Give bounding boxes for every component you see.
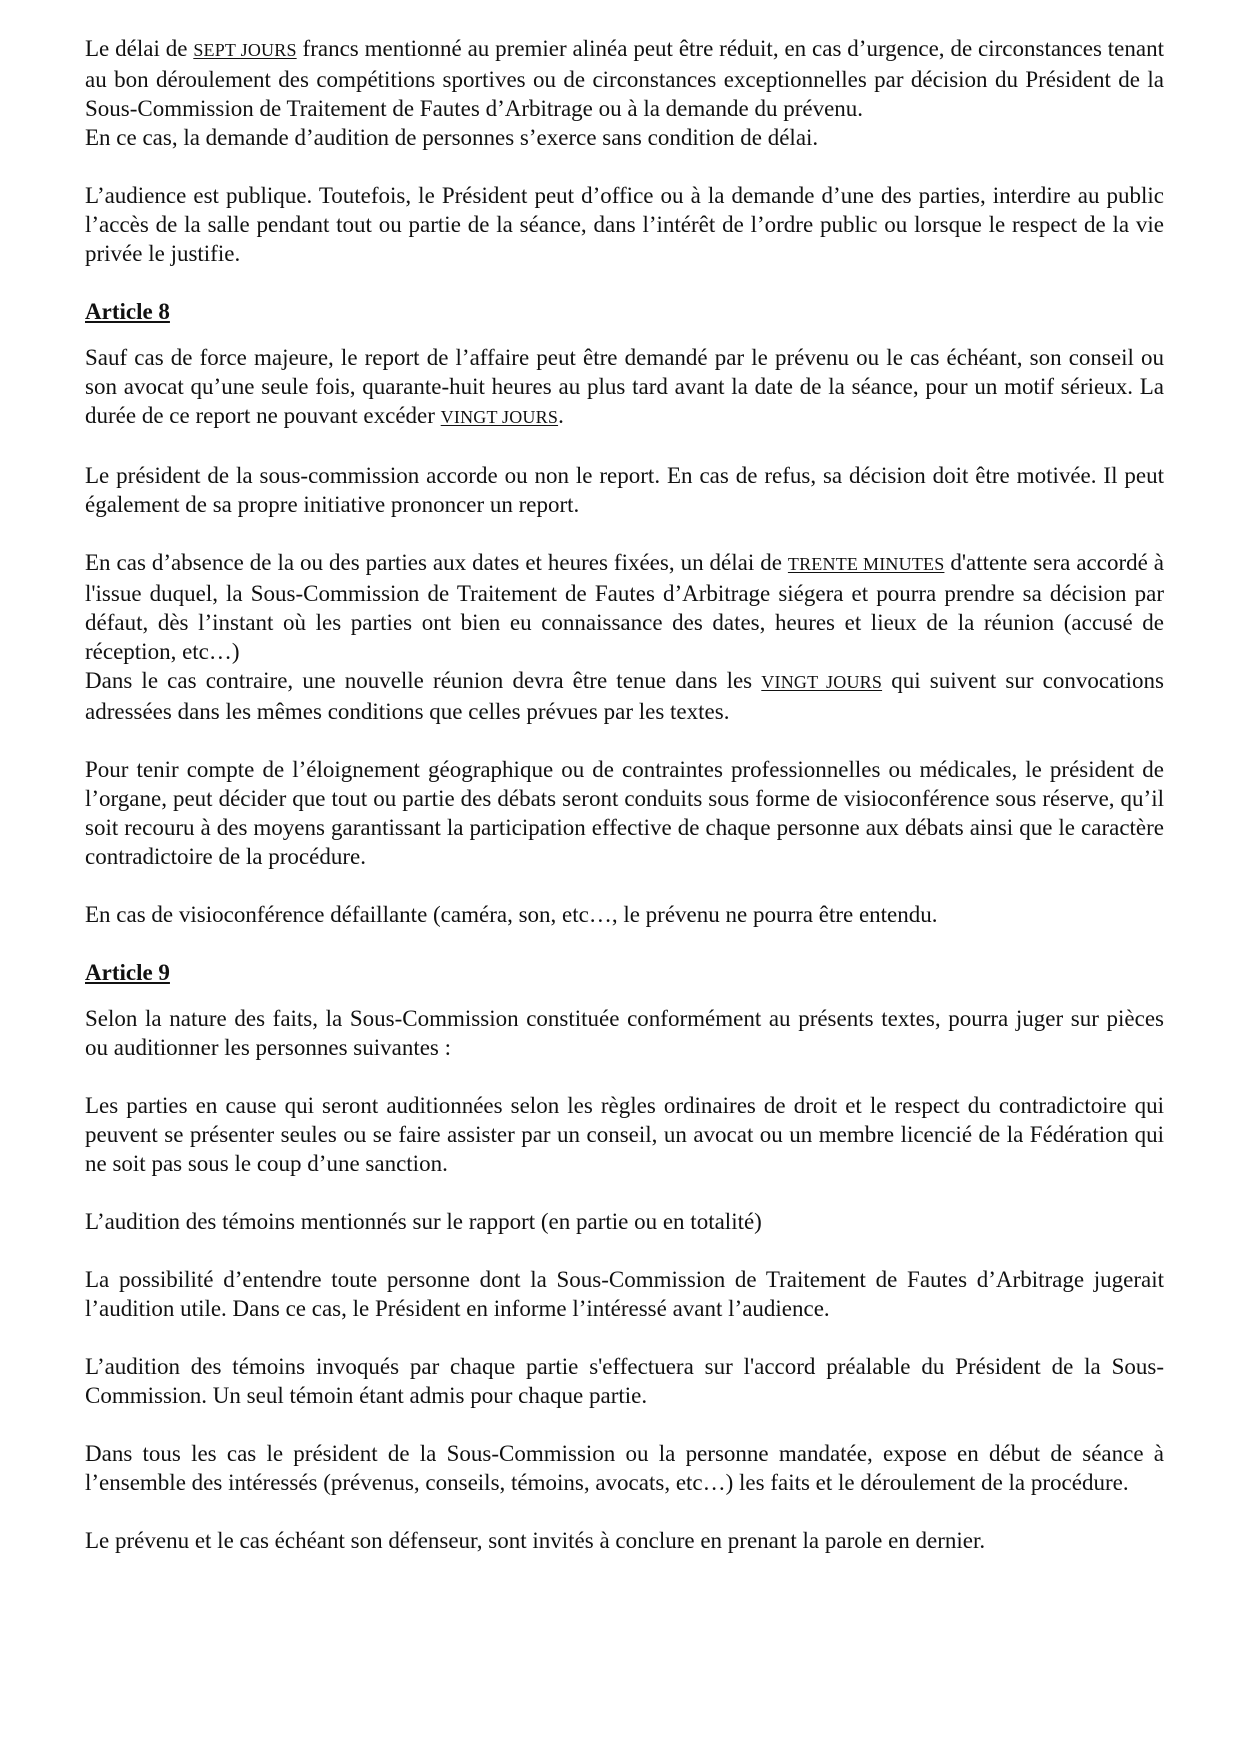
article-8-paragraph-visioconference: Pour tenir compte de l’éloignement géographique ou de contraintes professionnelles ou médicales, le président de l’organe, peut décider que tout ou partie des débats seront conduits sous forme de visioconférence sous réserve, qu’il soit recouru à des moyens garantissant la participation effective de chaque personne aux débats ainsi que le caractère contradictoire de la procédure. (85, 757, 1164, 869)
paragraph-delai-followup: En ce cas, la demande d’audition de personnes s’exerce sans condition de délai. (85, 125, 819, 150)
article-9-paragraph-conclure: Le prévenu et le cas échéant son défenseur, sont invités à conclure en prenant la parole en dernier. (85, 1528, 986, 1553)
article-9-paragraph-nature: Selon la nature des faits, la Sous-Commission constituée conformément au présents textes, pourra juger sur pièces ou auditionner les personnes suivantes : (85, 1006, 1164, 1060)
article-8-absence-main: En cas d’absence de la ou des parties aux dates et heures fixées, un délai de TRENTE MINUTES d'attente sera accordé à l'issue duquel, la Sous-Commission de Traitement de Fautes d’Arbitrage siégera et pourra prendre sa décision par défaut, dès l’instant où les parties ont bien eu connaissance des dates, heures et lieux de la réunion (accusé de réception, etc…) (85, 550, 1164, 664)
article-9-paragraph-temoins: L’audition des témoins mentionnés sur le rapport (en partie ou en totalité) (85, 1209, 762, 1234)
emphasis-vingt-jours-2: VINGT JOURS (761, 672, 883, 692)
article-9-heading: Article 9 (85, 960, 170, 985)
paragraph-delai (85, 34, 1164, 152)
document-body (85, 34, 1164, 1584)
article-8-paragraph-visio-defaillante: En cas de visioconférence défaillante (caméra, son, etc…, le prévenu ne pourra être entendu. (85, 902, 938, 927)
paragraph-delai-main: Le délai de SEPT JOURS francs mentionné au premier alinéa peut être réduit, en cas d’urgence, de circonstances tenant au bon déroulement des compétitions sportives ou de circonstances exceptionnelles par décision du Président de la Sous-Commission de Traitement de Fautes d’Arbitrage ou à la demande du prévenu. (85, 36, 1164, 121)
article-9-paragraph-temoins-invoques: L’audition des témoins invoqués par chaque partie s'effectuera sur l'accord préalable du Président de la Sous-Commission. Un seul témoin étant admis pour chaque partie. (85, 1354, 1164, 1408)
emphasis-sept-jours: SEPT JOURS (193, 40, 297, 60)
article-8-absence-contraire: Dans le cas contraire, une nouvelle réunion devra être tenue dans les VINGT JOURS qui suivent sur convocations adressées dans les mêmes conditions que celles prévues par les textes. (85, 668, 1165, 724)
emphasis-vingt-jours: VINGT JOURS (440, 407, 559, 427)
article-8-heading: Article 8 (85, 299, 170, 324)
article-9-paragraph-personne: La possibilité d’entendre toute personne dont la Sous-Commission de Traitement de Fautes d’Arbitrage jugerait l’audition utile. Dans ce cas, le Président en informe l’intéressé avant l’audience. (85, 1267, 1164, 1321)
emphasis-trente-minutes: TRENTE MINUTES (787, 554, 945, 574)
article-9-paragraph-parties: Les parties en cause qui seront auditionnées selon les règles ordinaires de droit et le respect du contradictoire qui peuvent se présenter seules ou se faire assister par un conseil, un avocat ou un membre licencié de la Fédération qui ne soit pas sous le coup d’une sanction. (85, 1093, 1164, 1176)
article-8-paragraph-report: Sauf cas de force majeure, le report de l’affaire peut être demandé par le prévenu ou le cas échéant, son conseil ou son avocat qu’une seule fois, quarante-huit heures au plus tard avant la date de la séance, pour un motif sérieux. La durée de ce report ne pouvant excéder VINGT JOURS. (85, 345, 1164, 428)
article-8-paragraph-president: Le président de la sous-commission accorde ou non le report. En cas de refus, sa décision doit être motivée. Il peut également de sa propre initiative prononcer un report. (85, 463, 1164, 517)
article-9-paragraph-expose: Dans tous les cas le président de la Sous-Commission ou la personne mandatée, expose en début de séance à l’ensemble des intéressés (prévenus, conseils, témoins, avocats, etc…) les faits et le déroulement de la procédure. (85, 1441, 1164, 1495)
paragraph-audience-publique: L’audience est publique. Toutefois, le Président peut d’office ou à la demande d’une des parties, interdire au public l’accès de la salle pendant tout ou partie de la séance, dans l’intérêt de l’ordre public ou lorsque le respect de la vie privée le justifie. (85, 183, 1164, 266)
article-8-paragraph-absence (85, 548, 1164, 726)
